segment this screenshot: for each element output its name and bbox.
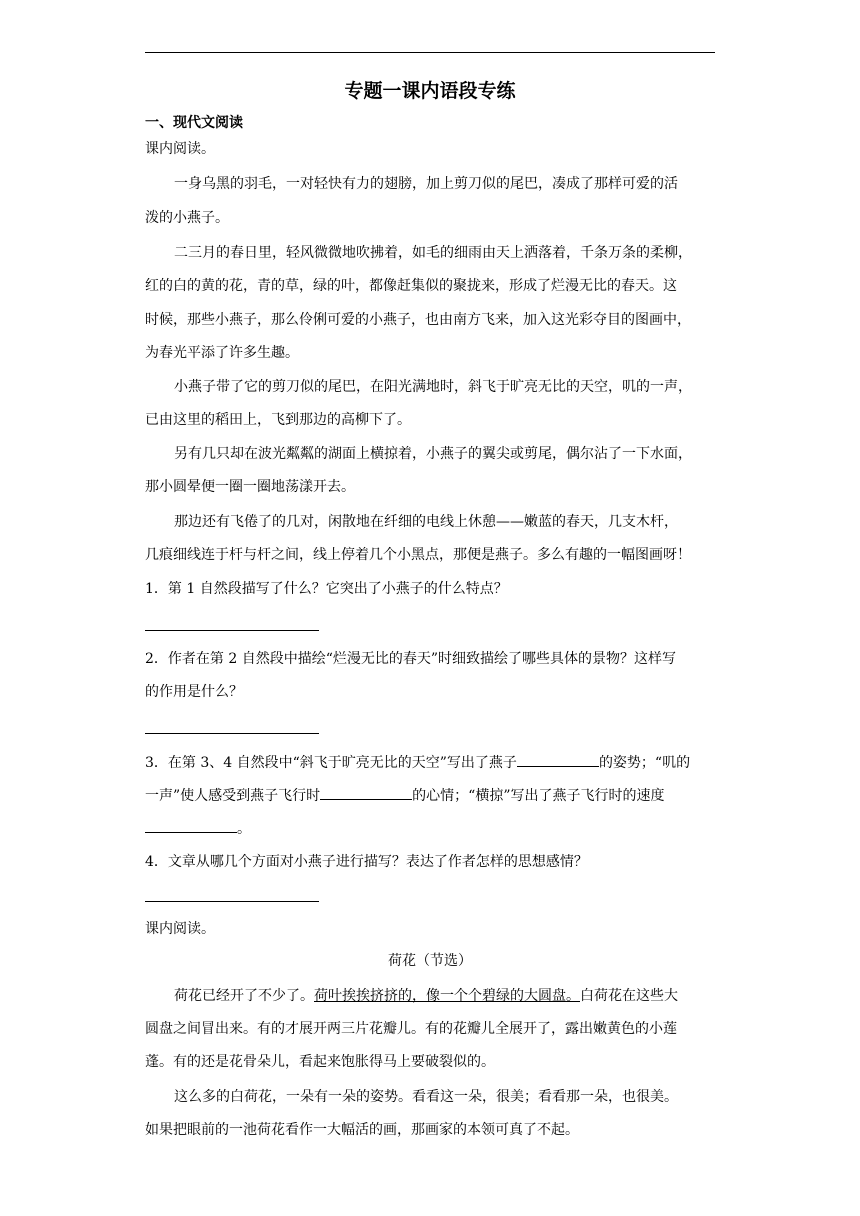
passage1-p3-line2: 已由这里的稻田上，飞到那边的高柳下了。 xyxy=(145,412,411,428)
page-title: 专题一课内语段专练 xyxy=(344,80,516,102)
passage1-p1-line1: 一身乌黑的羽毛，一对轻快有力的翅膀，加上剪刀似的尾巴，凑成了那样可爱的活 xyxy=(174,176,678,192)
question-3-part-d: 的心情；“横掠”写出了燕子飞行时的速度 xyxy=(412,788,665,804)
passage1-p2-line3: 时候，那些小燕子，那么伶俐可爱的小燕子，也由南方飞来，加入这光彩夺目的图画中， xyxy=(145,312,691,328)
passage1-p5-line1: 那边还有飞倦了的几对，闲散地在纤细的电线上休憩——嫩蓝的春天，几支木杆， xyxy=(174,514,678,530)
blank-speed[interactable] xyxy=(145,817,237,833)
passage2-p1-text-a: 荷花已经开了不少了。 xyxy=(174,988,314,1004)
section-heading: 一、现代文阅读 xyxy=(145,115,243,131)
passage2-p2-line2: 如果把眼前的一池荷花看作一大幅活的画，那画家的本领可真了不起。 xyxy=(145,1122,579,1138)
passage1-p5-line2: 几痕细线连于杆与杆之间，线上停着几个小黑点，那便是燕子。多么有趣的一幅图画呀！ xyxy=(145,547,691,563)
passage2-p1-line2: 圆盘之间冒出来。有的才展开两三片花瓣儿。有的花瓣儿全展开了，露出嫩黄色的小莲 xyxy=(145,1021,677,1037)
answer-line-1[interactable] xyxy=(145,630,319,631)
question-2-line2: 的作用是什么？ xyxy=(145,684,243,700)
section-instruction: 课内阅读。 xyxy=(145,141,215,157)
passage2-p1-text-c: 白荷花在这些大 xyxy=(580,988,678,1004)
question-2-line1: 2．作者在第 2 自然段中描绘“烂漫无比的春天”时细致描绘了哪些具体的景物？这样写 xyxy=(145,651,677,667)
blank-mood[interactable] xyxy=(320,784,412,800)
passage1-p4-line2: 那小圆晕便一圈一圈地荡漾开去。 xyxy=(145,479,355,495)
passage2-p2-line1: 这么多的白荷花，一朵有一朵的姿势。看看这一朵，很美；看看那一朵，也很美。 xyxy=(174,1089,678,1105)
passage1-p3-line1: 小燕子带了它的剪刀似的尾巴，在阳光满地时，斜飞于旷亮无比的天空，叽的一声， xyxy=(174,379,692,395)
answer-line-2[interactable] xyxy=(145,733,319,734)
passage1-p4-line1: 另有几只却在波光粼粼的湖面上横掠着，小燕子的翼尖或剪尾，偶尔沾了一下水面， xyxy=(174,446,692,462)
question-3-part-c: 一声”使人感受到燕子飞行时 xyxy=(145,788,321,804)
passage1-p2-line1: 二三月的春日里，轻风微微地吹拂着，如毛的细雨由天上洒落着，千条万条的柔柳， xyxy=(174,245,692,261)
answer-line-4[interactable] xyxy=(145,901,319,902)
header-rule xyxy=(145,52,715,53)
question-3-part-b: 的姿势；“叽的 xyxy=(598,755,691,771)
question-3-part-e: 。 xyxy=(237,821,251,837)
question-3-line1 xyxy=(145,751,690,773)
passage1-p2-line4: 为春光平添了许多生趣。 xyxy=(145,345,299,361)
question-3-line2 xyxy=(145,784,665,806)
question-4: 4．文章从哪几个方面对小燕子进行描写？表达了作者怎样的思想感情？ xyxy=(145,854,588,870)
passage1-p1-line2: 泼的小燕子。 xyxy=(145,210,229,226)
section2-instruction: 课内阅读。 xyxy=(145,921,215,937)
question-3-part-a: 3．在第 3、4 自然段中“斜飞于旷亮无比的天空”写出了燕子 xyxy=(145,755,517,771)
passage2-p1-line3: 蓬。有的还是花骨朵儿，看起来饱胀得马上要破裂似的。 xyxy=(145,1054,495,1070)
blank-posture[interactable] xyxy=(517,751,599,767)
question-3-line3 xyxy=(145,817,251,839)
passage2-title: 荷花（节选） xyxy=(388,953,472,969)
passage2-p1-line1 xyxy=(174,986,678,1006)
passage1-p2-line2: 红的白的黄的花，青的草，绿的叶，都像赶集似的聚拢来，形成了烂漫无比的春天。这 xyxy=(145,278,677,294)
passage2-underlined-sentence: 荷叶挨挨挤挤的，像一个个碧绿的大圆盘。 xyxy=(314,988,580,1004)
question-1: 1．第 1 自然段描写了什么？它突出了小燕子的什么特点？ xyxy=(145,581,508,597)
